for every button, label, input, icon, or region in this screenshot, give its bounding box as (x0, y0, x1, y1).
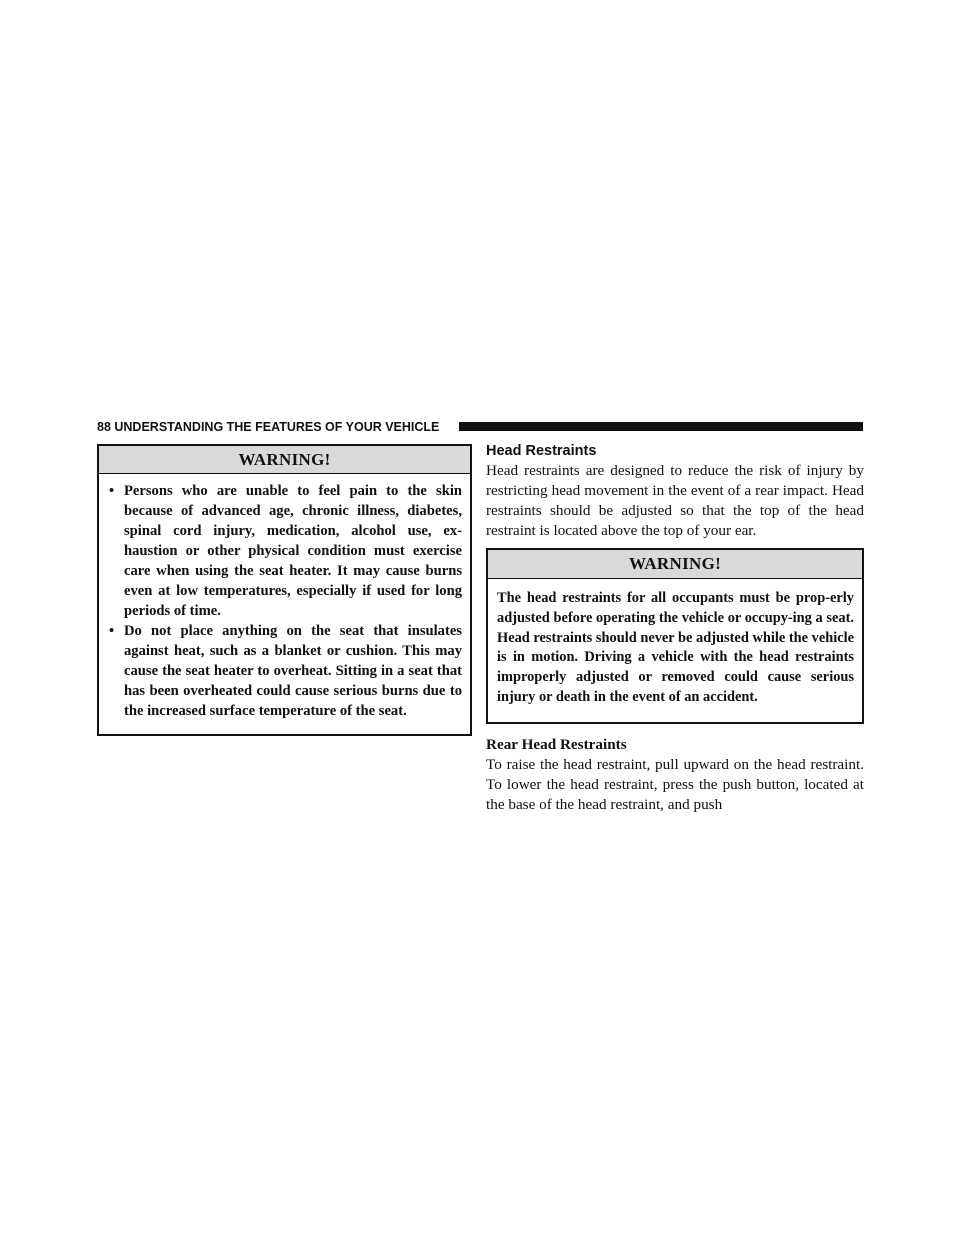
warning-title: WARNING! (99, 446, 470, 474)
subsection-heading-rear-head-restraints: Rear Head Restraints (486, 736, 627, 753)
running-header (97, 419, 863, 435)
head-restraint-warning-box (486, 548, 864, 724)
head-restraints-paragraph: Head restraints are designed to reduce the risk of injury by restricting head movement in the event of a rear impact. Head restraints should be adjusted so that the top of the head restraint is located above the top of your ear. (486, 462, 864, 539)
warning-bullet-text: Persons who are unable to feel pain to the skin because of advanced age, chronic illness, diabetes, spinal cord injury, medication, alcohol use, ex-haustion or other physical condition must exercise care when using the seat heater. It may cause burns even at low temperatures, especially if used for long periods of time. (124, 483, 462, 619)
page-running-head: 88 UNDERSTANDING THE FEATURES OF YOUR VEHICLE (97, 420, 440, 434)
rear-head-restraints-paragraph: To raise the head restraint, pull upward on the head restraint. To lower the head restraint, press the push button, located at the base of the head restraint, and push (486, 756, 864, 813)
header-rule-bar (459, 422, 863, 431)
warning-bullet-item (109, 621, 462, 721)
seat-heater-warning-box (97, 444, 472, 736)
bullet-icon: • (109, 483, 115, 499)
warning-bullet-list (99, 474, 470, 721)
warning-body-text: The head restraints for all occupants must be prop-erly adjusted before operating the vehicle or occupy-ing a seat. Head restraints should never be adjusted while the vehicle is in motion. Driving a vehicle with the head restraints improperly adjusted or removed could cause serious injury or death in the event of an accident. (497, 590, 854, 705)
section-heading-head-restraints: Head Restraints (486, 443, 597, 459)
bullet-icon: • (109, 623, 115, 639)
warning-bullet-text: Do not place anything on the seat that insulates against heat, such as a blanket or cushion. This may cause the seat heater to overheat. Sitting in a seat that has been overheated could cause serious burns due to the increased surface temperature of the seat. (124, 623, 462, 719)
warning-title: WARNING! (488, 550, 862, 579)
warning-bullet-item (109, 481, 462, 621)
